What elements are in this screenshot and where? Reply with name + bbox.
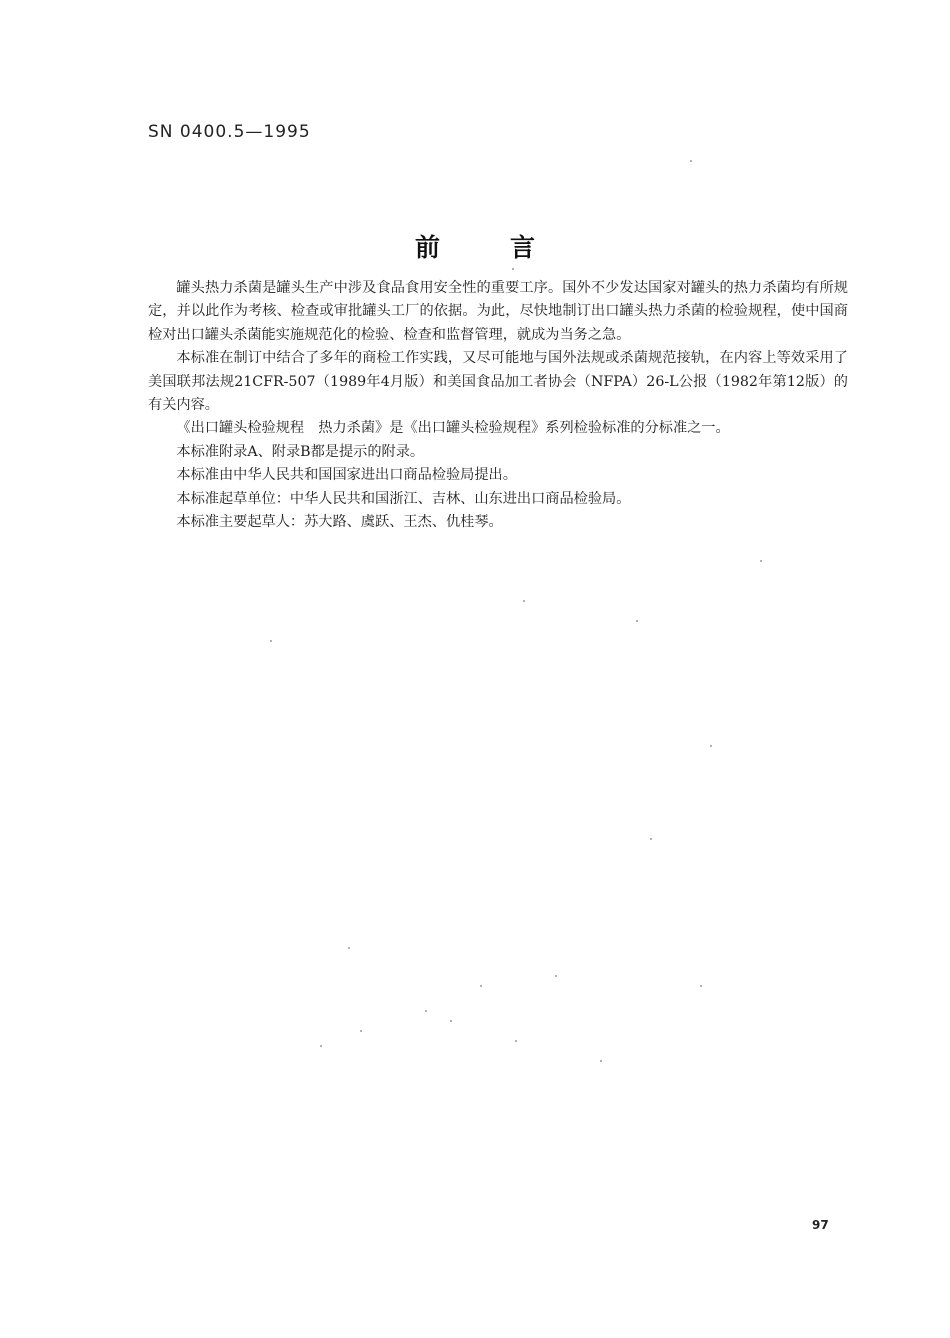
preface-body xyxy=(148,277,848,534)
scan-speck xyxy=(650,838,652,840)
scan-speck xyxy=(515,1040,517,1042)
scan-speck xyxy=(555,975,557,977)
scan-speck xyxy=(480,985,482,987)
paragraph-4: 本标准附录A、附录B都是提示的附录。 xyxy=(176,443,425,460)
paragraph-3: 《出口罐头检验规程 热力杀菌》是《出口罐头检验规程》系列检验标准的分标准之一。 xyxy=(176,420,730,437)
scan-speck xyxy=(523,600,525,602)
scan-speck xyxy=(512,268,514,270)
scan-speck xyxy=(760,560,762,562)
page-number: 97 xyxy=(812,1218,829,1232)
scan-speck xyxy=(348,947,350,949)
scan-speck xyxy=(270,640,272,642)
scan-speck xyxy=(450,1020,452,1022)
standard-number: SN 0400.5—1995 xyxy=(148,122,311,142)
paragraph-5: 本标准由中华人民共和国国家进出口商品检验局提出。 xyxy=(176,467,517,484)
scan-speck xyxy=(320,1045,322,1047)
paragraph-6: 本标准起草单位：中华人民共和国浙江、吉林、山东进出口商品检验局。 xyxy=(176,490,631,507)
scan-speck xyxy=(636,620,638,622)
scan-speck xyxy=(600,1060,602,1062)
scan-speck xyxy=(710,745,712,747)
paragraph-1: 罐头热力杀菌是罐头生产中涉及食品食用安全性的重要工序。国外不少发达国家对罐头的热力杀菌均有所规定，并以此作为考核、检查或审批罐头工厂的依据。为此，尽快地制订出口罐头热力杀菌的检验规程，使中国商检对出口罐头杀菌能实施规范化的检验、检查和监督管理，就成为当务之急。 xyxy=(148,280,848,343)
page-title: 前言 xyxy=(414,233,605,262)
paragraph-2: 本标准在制订中结合了多年的商检工作实践，又尽可能地与国外法规或杀菌规范接轨，在内容上等效采用了美国联邦法规21CFR-507（1989年4月版）和美国食品加工者协会（NFPA）26-L公报（1982年第12版）的有关内容。 xyxy=(148,350,848,414)
scan-speck xyxy=(360,1030,362,1032)
scan-speck xyxy=(690,160,692,162)
paragraph-7: 本标准主要起草人：苏大路、虞跃、王杰、仇桂琴。 xyxy=(176,514,503,531)
scan-speck xyxy=(425,1010,427,1012)
scan-speck xyxy=(700,985,702,987)
